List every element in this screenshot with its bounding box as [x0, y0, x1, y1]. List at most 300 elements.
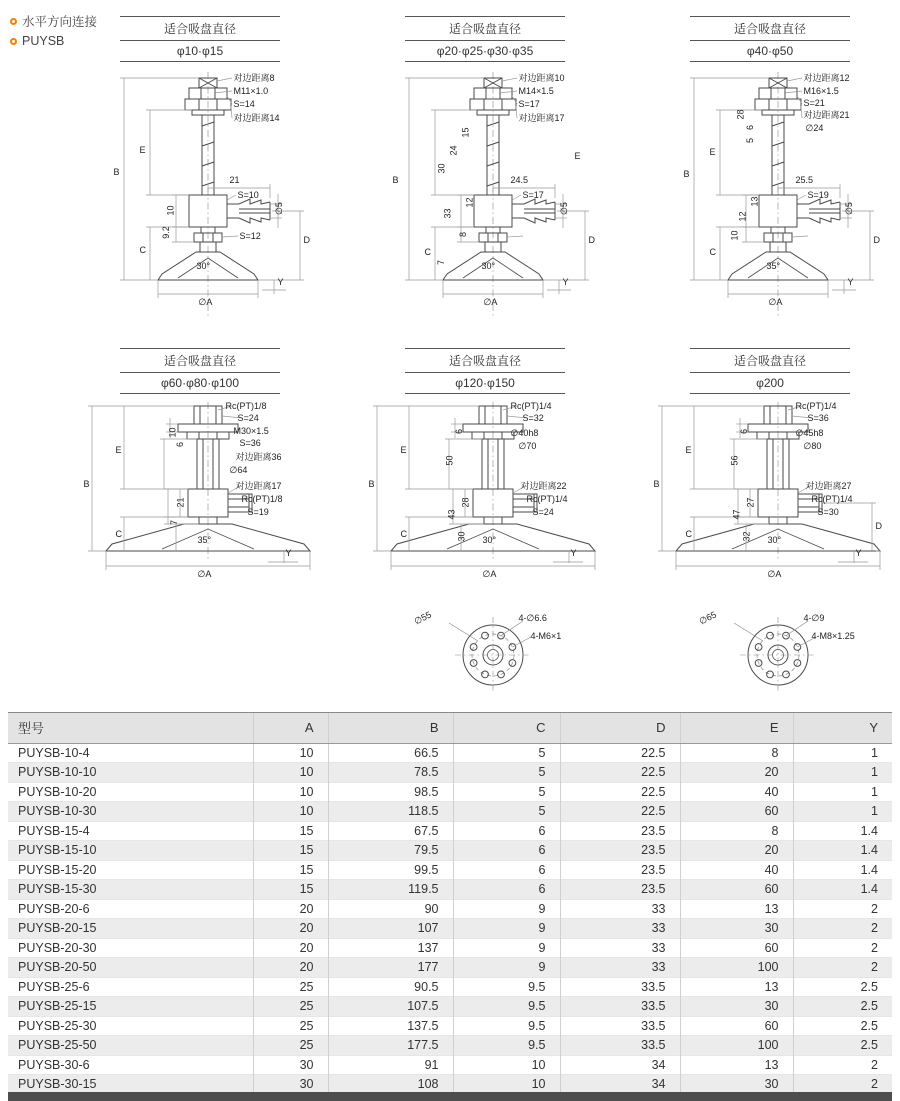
value-cell: 1.4 — [793, 821, 892, 841]
table-row — [8, 821, 892, 841]
dim-label-s1: S=21 — [803, 98, 825, 108]
dim-label-s3: S=19 — [247, 507, 269, 517]
value-cell: 23.5 — [560, 880, 680, 900]
value-cell: 13 — [680, 977, 793, 997]
model-cell: PUYSB-10-20 — [18, 784, 97, 799]
value-cell: 177.5 — [328, 1036, 453, 1056]
dim-label-s1: S=17 — [518, 99, 540, 109]
dim-label-mid: 对边距离21 — [803, 110, 850, 120]
dim-label-C: C — [685, 529, 692, 539]
dim-label-dia: ∅A — [768, 297, 783, 307]
value-cell: 15 — [253, 880, 328, 900]
diagram-cell — [55, 16, 345, 338]
value-cell: 33 — [560, 938, 680, 958]
value-cell: 15 — [253, 860, 328, 880]
value-cell: 9.5 — [453, 1036, 560, 1056]
dim-label-s1: S=24 — [237, 413, 259, 423]
value-cell: 100 — [680, 1036, 793, 1056]
value-cell: 118.5 — [328, 802, 453, 822]
dim-label-dia: ∅A — [767, 569, 782, 579]
table-row — [8, 763, 892, 783]
value-cell: 25 — [253, 1036, 328, 1056]
value-cell: 119.5 — [328, 880, 453, 900]
value-cell: 33 — [560, 958, 680, 978]
value-cell: 5 — [453, 763, 560, 783]
value-cell: 5 — [453, 782, 560, 802]
table-row — [8, 997, 892, 1017]
value-cell: 33 — [560, 899, 680, 919]
value-cell: 22.5 — [560, 763, 680, 783]
value-cell: 22.5 — [560, 743, 680, 763]
value-cell: 9 — [453, 958, 560, 978]
dim-label-s1: S=14 — [233, 99, 255, 109]
dim-label-s1: S=36 — [807, 413, 829, 423]
diagram-header-range: φ60·φ80·φ100 — [160, 376, 240, 390]
value-cell: 23.5 — [560, 860, 680, 880]
col-header-a: A — [253, 713, 328, 743]
table-row — [8, 802, 892, 822]
diagram-cell — [625, 348, 900, 698]
value-cell: 6 — [453, 821, 560, 841]
table-row — [8, 1036, 892, 1056]
value-cell: 30 — [680, 919, 793, 939]
fitting-drawing-svg — [628, 66, 900, 338]
dim-label-rc2: Rc(PT)1/4 — [526, 494, 568, 504]
table-row — [8, 743, 892, 763]
model-cell: PUYSB-15-20 — [18, 862, 97, 877]
value-cell: 9 — [453, 938, 560, 958]
value-cell: 9 — [453, 899, 560, 919]
model-cell: PUYSB-20-30 — [18, 940, 97, 955]
value-cell: 99.5 — [328, 860, 453, 880]
dim-label-Y: Y — [855, 548, 862, 558]
value-cell: 33.5 — [560, 997, 680, 1017]
dim-label-dia: ∅A — [197, 569, 212, 579]
dim-label-E: E — [115, 445, 122, 455]
dim-label-holes: 4-∅6.6 — [518, 613, 547, 623]
model-cell: PUYSB-15-10 — [18, 843, 97, 858]
dim-label-s3: S=12 — [239, 231, 261, 241]
table-row — [8, 880, 892, 900]
value-cell: 137 — [328, 938, 453, 958]
value-cell: 2.5 — [793, 1036, 892, 1056]
col-header-e: E — [680, 713, 793, 743]
model-cell: PUYSB-15-4 — [18, 823, 90, 838]
value-cell: 34 — [560, 1075, 680, 1095]
diagram-header — [405, 348, 565, 394]
table-row — [8, 841, 892, 861]
diagram-header-range: φ200 — [756, 376, 784, 390]
dim-label-Y: Y — [570, 548, 577, 558]
table-row — [8, 782, 892, 802]
dim-label-B: B — [392, 175, 399, 185]
value-cell: 1.4 — [793, 860, 892, 880]
value-cell: 1.4 — [793, 880, 892, 900]
value-cell: 13 — [680, 1055, 793, 1075]
value-cell: 8 — [680, 821, 793, 841]
diagram-header-range: φ20·φ25·φ30·φ35 — [436, 44, 534, 58]
value-cell: 22.5 — [560, 802, 680, 822]
model-cell: PUYSB-10-10 — [18, 765, 97, 780]
dim-label-thread: M14×1.5 — [518, 86, 554, 96]
diagram-header-range: φ120·φ150 — [455, 376, 515, 390]
dim-label-Y: Y — [562, 277, 569, 287]
diagram-header-title: 适合吸盘直径 — [405, 349, 565, 373]
dim-label-fthread: 4-M8×1.25 — [811, 631, 855, 641]
model-cell: PUYSB-20-50 — [18, 960, 97, 975]
dim-label-s2: S=17 — [522, 190, 544, 200]
model-cell: PUYSB-15-30 — [18, 882, 97, 897]
diagram-header — [690, 348, 850, 394]
value-cell: 137.5 — [328, 1016, 453, 1036]
value-cell: 40 — [680, 782, 793, 802]
value-cell: 2 — [793, 958, 892, 978]
dim-label-h2: 6 — [744, 124, 755, 131]
dim-label-fthread: 4-M6×1 — [530, 631, 562, 641]
value-cell: 8 — [680, 743, 793, 763]
value-cell: 15 — [253, 821, 328, 841]
value-cell: 20 — [253, 919, 328, 939]
table-cut-row — [8, 1092, 892, 1101]
spec-table — [8, 712, 892, 1095]
dim-label-top: 对边距离10 — [518, 73, 565, 83]
dim-label-rc1: Rc(PT)1/8 — [225, 401, 267, 411]
dim-label-mid2: 对边距离17 — [235, 481, 282, 491]
dim-label-mid: 对边距离22 — [520, 481, 567, 491]
dim-label-h7: 7 — [435, 259, 446, 266]
dim-label-D: D — [873, 235, 880, 245]
dim-label-h3: 27 — [745, 497, 756, 508]
value-cell: 9 — [453, 919, 560, 939]
col-header-d: D — [560, 713, 680, 743]
model-cell: PUYSB-30-6 — [18, 1057, 90, 1072]
dim-label-E: E — [574, 151, 581, 161]
dim-label-ang: 30° — [481, 261, 496, 271]
dim-label-s2: S=24 — [532, 507, 554, 517]
value-cell: 60 — [680, 1016, 793, 1036]
dim-label-h4: 12 — [464, 197, 475, 208]
value-cell: 9.5 — [453, 1016, 560, 1036]
dim-label-mid: 对边距离14 — [233, 113, 280, 123]
dim-label-E: E — [709, 147, 716, 157]
dim-label-h3: 21 — [175, 497, 186, 508]
dim-label-h6: 8 — [457, 231, 468, 238]
dim-label-s2: S=30 — [817, 507, 839, 517]
dim-label-h2: 6 — [738, 428, 749, 435]
value-cell: 5 — [453, 743, 560, 763]
dim-label-D: D — [875, 521, 882, 531]
model-cell: PUYSB-10-30 — [18, 804, 97, 819]
dim-label-bore: ∅5 — [273, 202, 284, 215]
dim-label-thread: M11×1.0 — [233, 86, 269, 96]
dim-label-bore: ∅5 — [558, 202, 569, 215]
col-header-c: C — [453, 713, 560, 743]
dim-label-mid1: 对边距离36 — [235, 452, 282, 462]
dim-label-Y: Y — [285, 548, 292, 558]
model-cell: PUYSB-25-50 — [18, 1038, 97, 1053]
technical-drawing — [628, 398, 900, 698]
technical-drawing — [343, 398, 628, 698]
model-cell: PUYSB-20-15 — [18, 921, 97, 936]
dim-label-s2: S=19 — [807, 190, 829, 200]
value-cell: 30 — [253, 1075, 328, 1095]
value-cell: 34 — [560, 1055, 680, 1075]
value-cell: 30 — [253, 1055, 328, 1075]
value-cell: 20 — [253, 958, 328, 978]
fitting-drawing-svg — [58, 398, 343, 698]
value-cell: 2 — [793, 1075, 892, 1095]
dim-label-h5: 30 — [456, 531, 467, 542]
value-cell: 10 — [253, 782, 328, 802]
table-row — [8, 1016, 892, 1036]
value-cell: 9.5 — [453, 997, 560, 1017]
value-cell: 2 — [793, 899, 892, 919]
model-cell: PUYSB-20-6 — [18, 901, 90, 916]
dim-label-rc1: Rc(PT)1/4 — [510, 401, 552, 411]
value-cell: 177 — [328, 958, 453, 978]
diagram-header — [120, 348, 280, 394]
value-cell: 6 — [453, 880, 560, 900]
value-cell: 90.5 — [328, 977, 453, 997]
dim-label-s2: S=10 — [237, 190, 259, 200]
value-cell: 25 — [253, 1016, 328, 1036]
dim-label-C: C — [709, 247, 716, 257]
value-cell: 10 — [453, 1055, 560, 1075]
dim-label-plate: ∅80 — [803, 441, 822, 451]
dim-label-ang: 30° — [482, 535, 497, 545]
dim-label-s1: S=32 — [522, 413, 544, 423]
dim-label-h1: 10 — [165, 205, 176, 216]
dim-label-D: D — [303, 235, 310, 245]
dim-label-Y: Y — [847, 277, 854, 287]
dim-label-h1: 10 — [167, 427, 178, 438]
table-row — [8, 958, 892, 978]
value-cell: 23.5 — [560, 821, 680, 841]
dim-label-bc: ∅55 — [412, 609, 433, 627]
value-cell: 13 — [680, 899, 793, 919]
dim-label-B: B — [683, 169, 690, 179]
value-cell: 20 — [680, 763, 793, 783]
dim-label-C: C — [139, 245, 146, 255]
value-cell: 6 — [453, 860, 560, 880]
dim-label-h2: 9.2 — [160, 226, 171, 239]
value-cell: 15 — [253, 841, 328, 861]
technical-drawing — [58, 398, 343, 698]
diagram-header-title: 适合吸盘直径 — [405, 17, 565, 41]
value-cell: 98.5 — [328, 782, 453, 802]
value-cell: 10 — [253, 743, 328, 763]
dim-label-C: C — [400, 529, 407, 539]
col-header-model: 型号 — [8, 713, 253, 743]
value-cell: 1 — [793, 763, 892, 783]
table-row — [8, 938, 892, 958]
value-cell: 33.5 — [560, 1036, 680, 1056]
dim-label-h3: 30 — [436, 163, 447, 174]
dim-label-h5: 32 — [741, 531, 752, 542]
technical-drawing — [343, 66, 628, 338]
value-cell: 107.5 — [328, 997, 453, 1017]
diagram-header-range: φ40·φ50 — [746, 44, 794, 58]
diagram-header-title: 适合吸盘直径 — [690, 349, 850, 373]
dim-label-len: 25.5 — [795, 175, 814, 185]
value-cell: 30 — [680, 997, 793, 1017]
value-cell: 33 — [560, 919, 680, 939]
orange-bullet-icon — [10, 38, 17, 45]
value-cell: 1.4 — [793, 841, 892, 861]
dim-label-dia: ∅A — [483, 297, 498, 307]
value-cell: 60 — [680, 802, 793, 822]
value-cell: 9.5 — [453, 977, 560, 997]
dim-label-ang: 30° — [196, 261, 211, 271]
diagram-header-range: φ10·φ15 — [176, 44, 224, 58]
value-cell: 1 — [793, 802, 892, 822]
value-cell: 25 — [253, 977, 328, 997]
value-cell: 100 — [680, 958, 793, 978]
table-row — [8, 860, 892, 880]
dim-label-rc1: Rc(PT)1/4 — [795, 401, 837, 411]
table-row — [8, 977, 892, 997]
dim-label-h3: 28 — [460, 497, 471, 508]
dim-label-h3: 5 — [744, 137, 755, 144]
value-cell: 2.5 — [793, 1016, 892, 1036]
value-cell: 10 — [453, 1075, 560, 1095]
diagram-header-title: 适合吸盘直径 — [690, 17, 850, 41]
value-cell: 1 — [793, 782, 892, 802]
table-body — [8, 743, 892, 1094]
dim-label-bore: ∅5 — [843, 202, 854, 215]
table-header-row — [8, 713, 892, 743]
value-cell: 78.5 — [328, 763, 453, 783]
dim-label-mid: 对边距离17 — [518, 113, 565, 123]
dim-label-E: E — [400, 445, 407, 455]
dim-label-h6: 10 — [729, 230, 740, 241]
dim-label-h1: 56 — [729, 455, 740, 466]
tag-series-label: PUYSB — [22, 34, 65, 48]
tag-connection-label: 水平方向连接 — [22, 15, 98, 29]
table-row — [8, 899, 892, 919]
dim-label-plate: ∅70 — [518, 441, 537, 451]
dim-label-E: E — [685, 445, 692, 455]
diagram-cell — [55, 348, 345, 698]
value-cell: 6 — [453, 841, 560, 861]
diagram-header-title: 适合吸盘直径 — [120, 17, 280, 41]
value-cell: 91 — [328, 1055, 453, 1075]
dim-label-shaft: ∅40h8 — [510, 428, 539, 438]
fitting-drawing-svg — [343, 398, 628, 698]
dim-label-s2b: S=36 — [239, 438, 261, 448]
diagram-header — [690, 16, 850, 62]
dim-label-mid: 对边距离27 — [805, 481, 852, 491]
value-cell: 2.5 — [793, 977, 892, 997]
model-cell: PUYSB-25-30 — [18, 1018, 97, 1033]
diagram-cell — [340, 16, 630, 338]
value-cell: 33.5 — [560, 977, 680, 997]
dim-label-B: B — [113, 167, 120, 177]
dim-label-h4: 47 — [731, 509, 742, 520]
value-cell: 20 — [253, 938, 328, 958]
value-cell: 23.5 — [560, 841, 680, 861]
value-cell: 67.5 — [328, 821, 453, 841]
diagram-header-title: 适合吸盘直径 — [120, 349, 280, 373]
dim-label-d64: ∅64 — [229, 465, 248, 475]
dim-label-shaft: ∅45h8 — [795, 428, 824, 438]
dim-label-top: 对边距离8 — [233, 73, 275, 83]
col-header-b: B — [328, 713, 453, 743]
value-cell: 10 — [253, 763, 328, 783]
value-cell: 107 — [328, 919, 453, 939]
value-cell: 10 — [253, 802, 328, 822]
dim-label-ang: 35° — [766, 261, 781, 271]
value-cell: 2 — [793, 938, 892, 958]
value-cell: 2.5 — [793, 997, 892, 1017]
value-cell: 20 — [680, 841, 793, 861]
value-cell: 30 — [680, 1075, 793, 1095]
dim-label-len: 21 — [229, 175, 240, 185]
dim-label-h2: 6 — [174, 441, 185, 448]
dim-label-h4: 7 — [168, 519, 179, 526]
dim-label-h2: 6 — [453, 428, 464, 435]
dim-label-h5: 33 — [442, 208, 453, 219]
dim-label-h2: 24 — [448, 145, 459, 156]
diagram-cell — [340, 348, 630, 698]
value-cell: 66.5 — [328, 743, 453, 763]
dim-label-B: B — [83, 479, 90, 489]
dim-label-B: B — [368, 479, 375, 489]
value-cell: 108 — [328, 1075, 453, 1095]
value-cell: 5 — [453, 802, 560, 822]
dim-label-D: D — [588, 235, 595, 245]
dim-label-bc: ∅65 — [697, 609, 718, 627]
model-cell: PUYSB-10-4 — [18, 745, 90, 760]
dim-label-B: B — [653, 479, 660, 489]
model-cell: PUYSB-25-15 — [18, 999, 97, 1014]
dim-label-h4: 43 — [446, 509, 457, 520]
value-cell: 60 — [680, 880, 793, 900]
dim-label-C: C — [115, 529, 122, 539]
value-cell: 60 — [680, 938, 793, 958]
diagram-header — [120, 16, 280, 62]
orange-bullet-icon — [10, 18, 17, 25]
dim-label-d24: ∅24 — [805, 123, 824, 133]
dim-label-dia: ∅A — [482, 569, 497, 579]
value-cell: 2 — [793, 919, 892, 939]
dim-label-ang: 30° — [767, 535, 782, 545]
technical-drawing — [58, 66, 343, 338]
dim-label-holes: 4-∅9 — [803, 613, 825, 623]
value-cell: 22.5 — [560, 782, 680, 802]
dim-label-E: E — [139, 145, 146, 155]
value-cell: 2 — [793, 1055, 892, 1075]
dim-label-rc2: Rc(PT)1/8 — [241, 494, 283, 504]
value-cell: 1 — [793, 743, 892, 763]
dim-label-rc2: Rc(PT)1/4 — [811, 494, 853, 504]
dim-label-thread: M30×1.5 — [233, 426, 269, 436]
dim-label-h1: 15 — [460, 127, 471, 138]
value-cell: 90 — [328, 899, 453, 919]
dim-label-dia: ∅A — [198, 297, 213, 307]
value-cell: 33.5 — [560, 1016, 680, 1036]
value-cell: 25 — [253, 997, 328, 1017]
dim-label-C: C — [424, 247, 431, 257]
dim-label-h5: 12 — [737, 211, 748, 222]
model-cell: PUYSB-30-15 — [18, 1077, 97, 1092]
diagram-cell — [625, 16, 900, 338]
table-row — [8, 1055, 892, 1075]
model-cell: PUYSB-25-6 — [18, 979, 90, 994]
dim-label-thread: M16×1.5 — [803, 86, 839, 96]
technical-drawing — [628, 66, 900, 338]
dim-label-len: 24.5 — [510, 175, 529, 185]
